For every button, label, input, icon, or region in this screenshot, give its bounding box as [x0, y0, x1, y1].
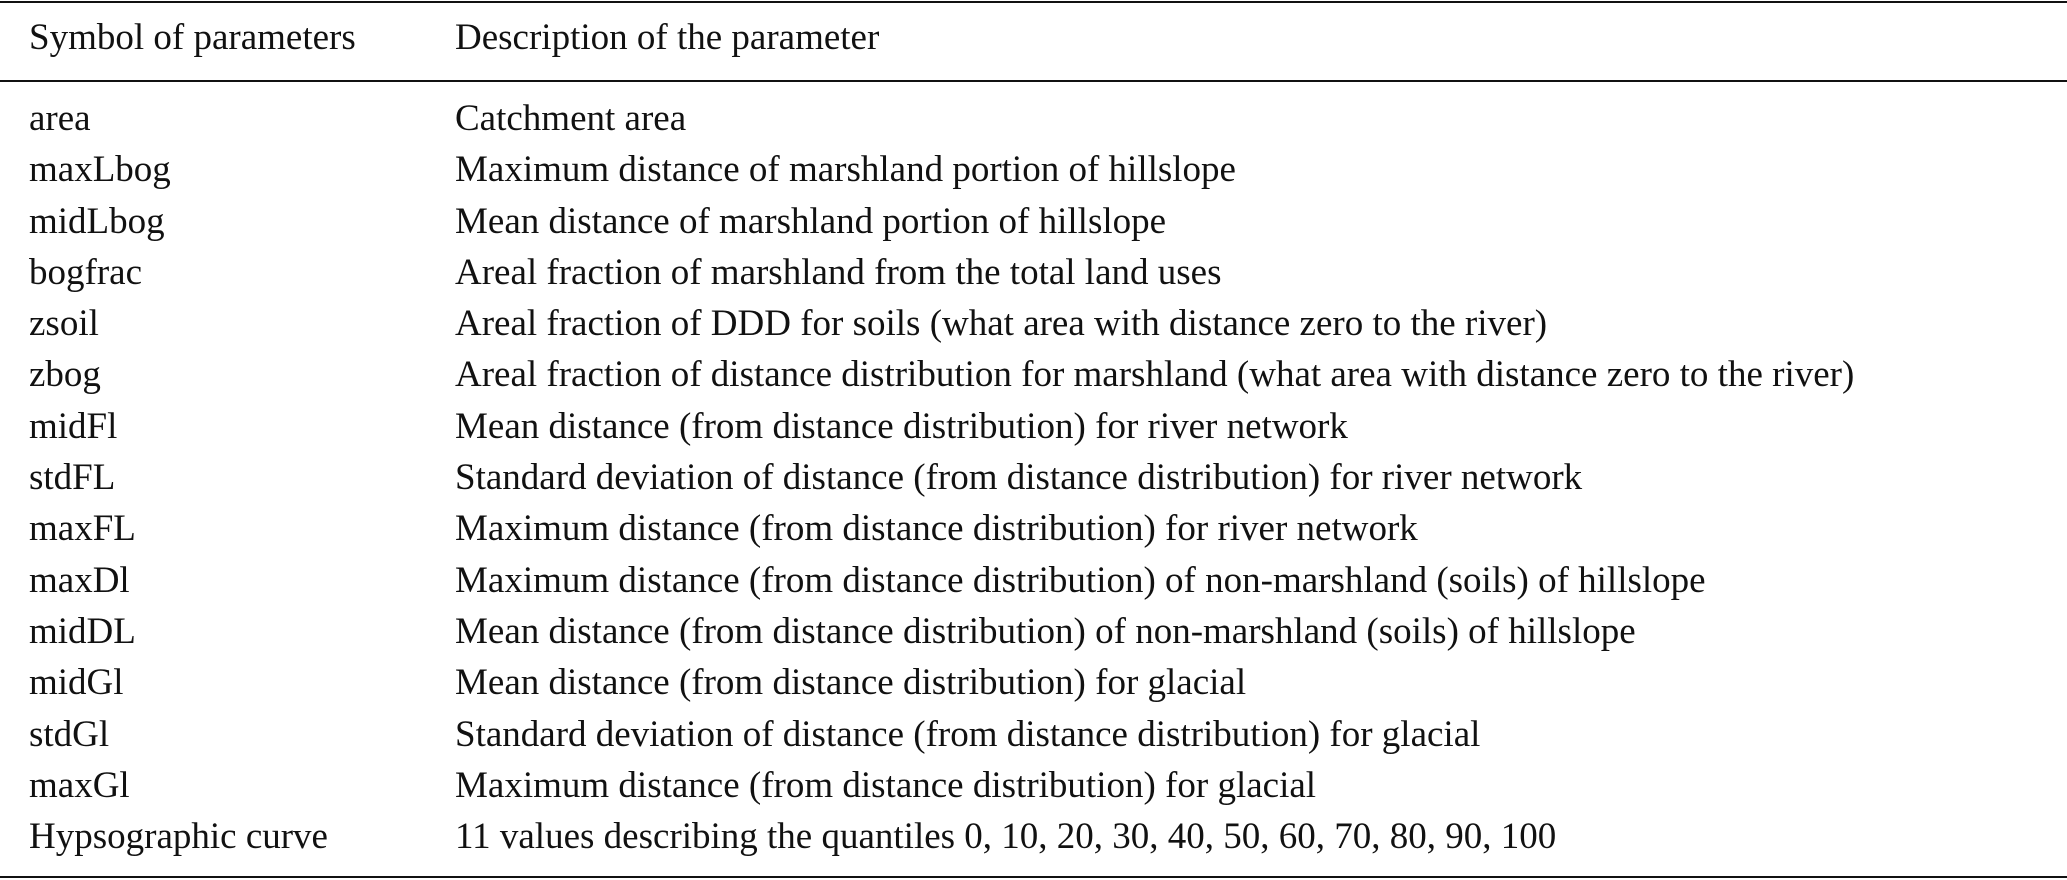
table-row: [0, 657, 2067, 708]
cell-description: Maximum distance (from distance distribution) of non-marshland (soils) of hillslope: [455, 559, 1706, 601]
table-row: [0, 196, 2067, 247]
cell-description: Areal fraction of distance distribution for marshland (what area with distance zero to the river): [455, 354, 1855, 396]
cell-description: Areal fraction of marshland from the total land uses: [455, 251, 1222, 293]
table-row: [0, 452, 2067, 503]
cell-description: Maximum distance (from distance distribution) for river network: [455, 508, 1418, 550]
cell-symbol: bogfrac: [29, 251, 142, 293]
cell-description: Catchment area: [455, 98, 687, 139]
cell-description: Areal fraction of DDD for soils (what area with distance zero to the river): [455, 303, 1548, 345]
cell-symbol: stdGl: [29, 713, 110, 755]
cell-symbol: maxLbog: [29, 149, 171, 191]
cell-symbol: Hypsographic curve: [29, 816, 328, 858]
cell-symbol: midFl: [29, 405, 118, 447]
table-body: [0, 93, 2067, 862]
cell-symbol: zsoil: [29, 303, 99, 345]
table-header-row: [0, 0, 2067, 78]
cell-symbol: midLbog: [29, 200, 165, 242]
cell-description: Standard deviation of distance (from distance distribution) for river network: [455, 457, 1583, 499]
table-row: [0, 811, 2067, 862]
table-row: [0, 709, 2067, 760]
cell-symbol: maxGl: [29, 764, 130, 806]
header-symbol: Symbol of parameters: [29, 17, 356, 58]
cell-symbol: midGl: [29, 662, 124, 704]
cell-symbol: stdFL: [29, 457, 116, 499]
cell-symbol: maxFL: [29, 508, 136, 550]
cell-description: Standard deviation of distance (from distance distribution) for glacial: [455, 713, 1481, 755]
cell-description: 11 values describing the quantiles 0, 10, 20, 30, 40, 50, 60, 70, 80, 90, 100: [455, 816, 1557, 858]
table-bottom-rule: [0, 876, 2067, 878]
table-row: [0, 555, 2067, 606]
cell-symbol: zbog: [29, 354, 101, 396]
table-row: [0, 93, 2067, 144]
table-row: [0, 144, 2067, 195]
table-row: [0, 503, 2067, 554]
cell-description: Mean distance (from distance distribution) of non-marshland (soils) of hillslope: [455, 610, 1636, 652]
cell-description: Mean distance of marshland portion of hillslope: [455, 200, 1167, 242]
table-row: [0, 401, 2067, 452]
cell-description: Maximum distance (from distance distribution) for glacial: [455, 764, 1317, 806]
cell-description: Mean distance (from distance distribution) for river network: [455, 405, 1348, 447]
header-description: Description of the parameter: [455, 17, 880, 58]
cell-symbol: maxDl: [29, 559, 130, 601]
cell-symbol: midDL: [29, 610, 136, 652]
table-header-rule: [0, 80, 2067, 82]
cell-symbol: area: [29, 98, 91, 139]
table-row: [0, 349, 2067, 400]
table-row: [0, 606, 2067, 657]
cell-description: Mean distance (from distance distribution) for glacial: [455, 662, 1247, 704]
cell-description: Maximum distance of marshland portion of hillslope: [455, 149, 1236, 191]
table-row: [0, 247, 2067, 298]
table-row: [0, 298, 2067, 349]
table-row: [0, 760, 2067, 811]
